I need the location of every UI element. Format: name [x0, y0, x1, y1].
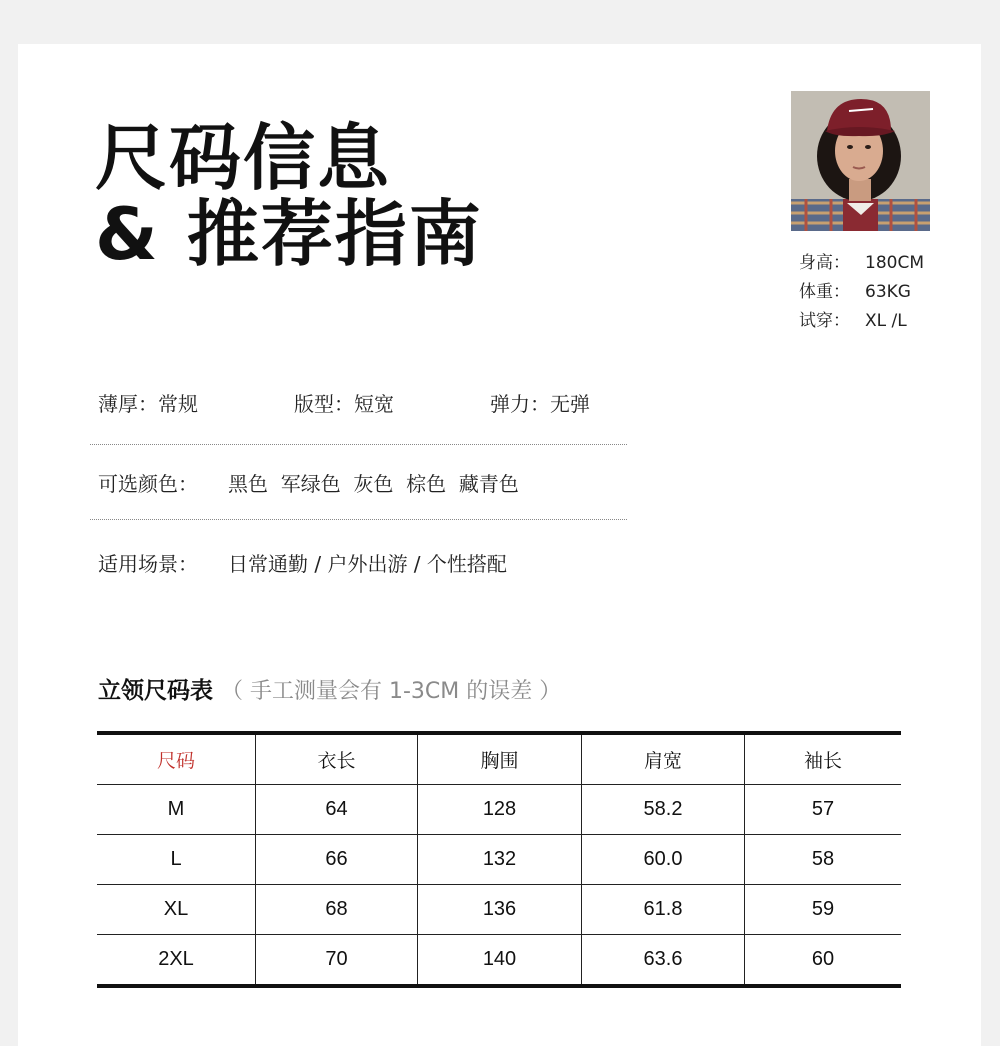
cell-shoulder: 63.6 — [582, 935, 745, 987]
cell-length: 66 — [256, 835, 418, 885]
header-shoulder: 肩宽 — [582, 733, 745, 785]
cell-length: 68 — [256, 885, 418, 935]
cell-shoulder: 58.2 — [582, 785, 745, 835]
fit-attr: 版型：短宽 — [294, 392, 394, 416]
size-table-title — [98, 672, 561, 705]
cell-chest: 140 — [418, 935, 582, 987]
model-weight-row — [799, 278, 924, 307]
size-table — [97, 731, 901, 988]
scenes-label: 适用场景： — [98, 552, 198, 576]
header-chest: 胸围 — [418, 733, 582, 785]
colors-value: 黑色 军绿色 灰色 棕色 藏青色 — [228, 472, 519, 496]
size-table-note: （ 手工测量会有 1-3CM 的误差 ） — [221, 679, 562, 704]
table-row — [97, 835, 901, 885]
header-size: 尺码 — [97, 733, 256, 785]
thickness-attr: 薄厚：常规 — [98, 392, 198, 416]
model-photo — [791, 91, 930, 231]
cell-size: L — [97, 835, 256, 885]
cell-chest: 132 — [418, 835, 582, 885]
colors-row — [98, 468, 519, 497]
cell-sleeve: 57 — [745, 785, 902, 835]
cell-chest: 128 — [418, 785, 582, 835]
model-measurements — [799, 249, 924, 336]
header-sleeve: 袖长 — [745, 733, 902, 785]
cell-length: 64 — [256, 785, 418, 835]
cell-size: M — [97, 785, 256, 835]
size-table-heading: 立领尺码表 — [98, 678, 213, 704]
table-row — [97, 785, 901, 835]
scenes-value: 日常通勤 / 户外出游 / 个性搭配 — [228, 552, 507, 576]
cell-sleeve: 59 — [745, 885, 902, 935]
stretch-attr: 弹力：无弹 — [490, 392, 590, 416]
cell-length: 70 — [256, 935, 418, 987]
cell-size: XL — [97, 885, 256, 935]
title-line-1: 尺码信息 — [95, 116, 392, 200]
table-row — [97, 935, 901, 987]
table-row — [97, 885, 901, 935]
cell-chest: 136 — [418, 885, 582, 935]
divider — [90, 444, 627, 445]
model-height-label: 身高： — [799, 253, 850, 273]
cell-sleeve: 58 — [745, 835, 902, 885]
cell-shoulder: 60.0 — [582, 835, 745, 885]
model-tryon-label: 试穿： — [799, 311, 850, 331]
title-line-2: & 推荐指南 — [95, 192, 483, 276]
divider — [90, 519, 627, 520]
cell-size: 2XL — [97, 935, 256, 987]
cell-shoulder: 61.8 — [582, 885, 745, 935]
colors-label: 可选颜色： — [98, 472, 198, 496]
cell-sleeve: 60 — [811, 948, 835, 970]
model-height-value: 180CM — [865, 253, 924, 273]
model-weight-value: 63KG — [865, 282, 911, 302]
table-header-row — [97, 733, 901, 785]
model-weight-label: 体重： — [799, 282, 850, 302]
scenes-row — [98, 548, 507, 577]
header-length: 衣长 — [256, 733, 418, 785]
model-tryon-row — [799, 307, 924, 336]
page-title — [95, 116, 483, 276]
model-height-row — [799, 249, 924, 278]
model-tryon-value: XL /L — [865, 311, 907, 331]
